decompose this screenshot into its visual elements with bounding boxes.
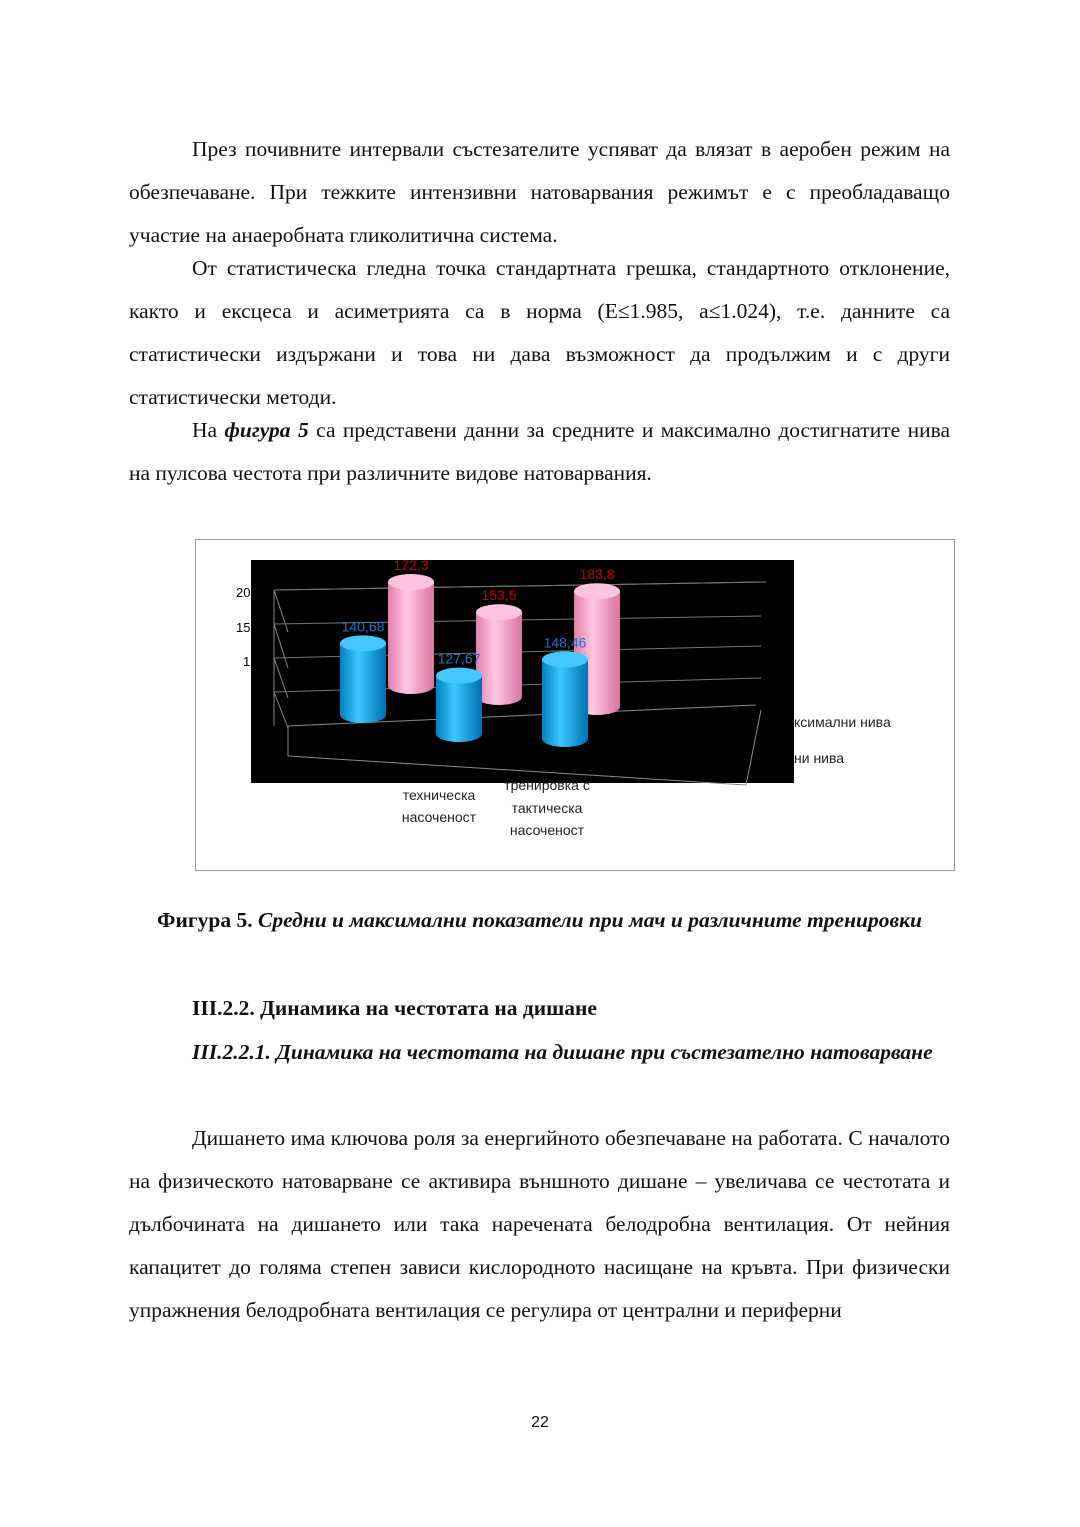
- data-label-avg-1: 127,67: [437, 650, 481, 667]
- bar-max-0-body: [388, 582, 434, 694]
- paragraph-4: Дишането има ключова роля за енергийното обезпечаване на работата. С началото на физическото натоварване се активира външното дишане – увеличава се честотата и дълбочината на дишането или така наречената белодробна вентилация. От нейния капацитет до голяма степен зависи кислородното насищане на кръвта. При физически упражнения белодробната вентилация се регулира от централни и периферни: [129, 1126, 950, 1322]
- bar-max-1: [476, 604, 522, 705]
- bar-max-1-top: [476, 604, 522, 620]
- paragraph-3-end: са представени данни за средните и максимално достигнатите нива на пулсова честота при различните видове натоварвания.: [129, 418, 950, 485]
- data-label-max-1: 153,5: [481, 587, 517, 604]
- caption-label: Фигура 5.: [157, 908, 253, 932]
- category-label-technical-1: техническа: [402, 787, 476, 803]
- plot-background: [251, 560, 794, 783]
- bar-avg-0: [340, 635, 386, 723]
- y-tick-label-1: 15: [236, 620, 251, 635]
- category-labels: [402, 777, 590, 838]
- paragraph-3-start: На: [192, 418, 225, 442]
- section-heading: III.2.2. Динамика на честотата на дишане: [192, 996, 597, 1020]
- legend-entry-max: ксимални нива: [794, 714, 891, 730]
- category-label-tactical-3: насоченост: [509, 822, 585, 838]
- y-tick-labels: [236, 585, 250, 669]
- bar-avg-1-top: [436, 668, 482, 684]
- bar-avg-1-body: [436, 676, 482, 742]
- bar-avg-2: [542, 651, 588, 747]
- legend-entry-avg: ни нива: [794, 750, 845, 766]
- data-label-max-0: 172,3: [393, 556, 429, 573]
- y-tick-label-0: 20: [236, 585, 251, 600]
- bar-avg-2-body: [542, 659, 588, 747]
- data-label-max-2: 183,8: [579, 566, 615, 583]
- category-label-tactical-2: тактическа: [511, 800, 583, 816]
- figure-reference: фигура 5: [224, 418, 309, 442]
- bar-avg-1: [436, 668, 482, 742]
- category-label-tactical-1: тренировка с: [504, 777, 590, 793]
- paragraph-3: [129, 409, 950, 495]
- data-label-avg-2: 148,46: [543, 634, 587, 651]
- figure-caption: [129, 904, 950, 937]
- bar-max-0-top: [388, 574, 434, 590]
- bar-avg-2-top: [542, 651, 588, 667]
- paragraph-2: От статистическа гледна точка стандартната грешка, стандартното отклонение, както и ексцеса и асиметрията са в норма (E≤1.985, a≤1.024), т.е. данните са статистически издържани и това ни дава възможност да продължим и с други статистически методи.: [129, 256, 950, 409]
- chart-svg: [196, 540, 956, 872]
- bar-max-1-body: [476, 612, 522, 705]
- category-label-technical-2: насоченост: [401, 809, 477, 825]
- bar-avg-0-body: [340, 643, 386, 723]
- subsection-heading: III.2.2.1. Динамика на честотата на дишане при състезателно натоварване: [192, 1040, 933, 1064]
- paragraph-1: През почивните интервали състезателите успяват да влязат в аеробен режим на обезпечаване. При тежките интензивни натоварвания режимът е с преобладаващо участие на анаеробната гликолитична система.: [129, 137, 950, 247]
- caption-text: Средни и максимални показатели при мач и различните тренировки: [258, 908, 922, 932]
- data-label-avg-0: 140,68: [341, 618, 385, 635]
- bar-max-2-top: [574, 583, 620, 599]
- figure-5-chart: [195, 539, 955, 871]
- y-tick-label-2: 1: [243, 654, 251, 669]
- bar-max-0: [388, 574, 434, 694]
- bar-avg-0-top: [340, 635, 386, 651]
- page-number: 22: [531, 1414, 549, 1431]
